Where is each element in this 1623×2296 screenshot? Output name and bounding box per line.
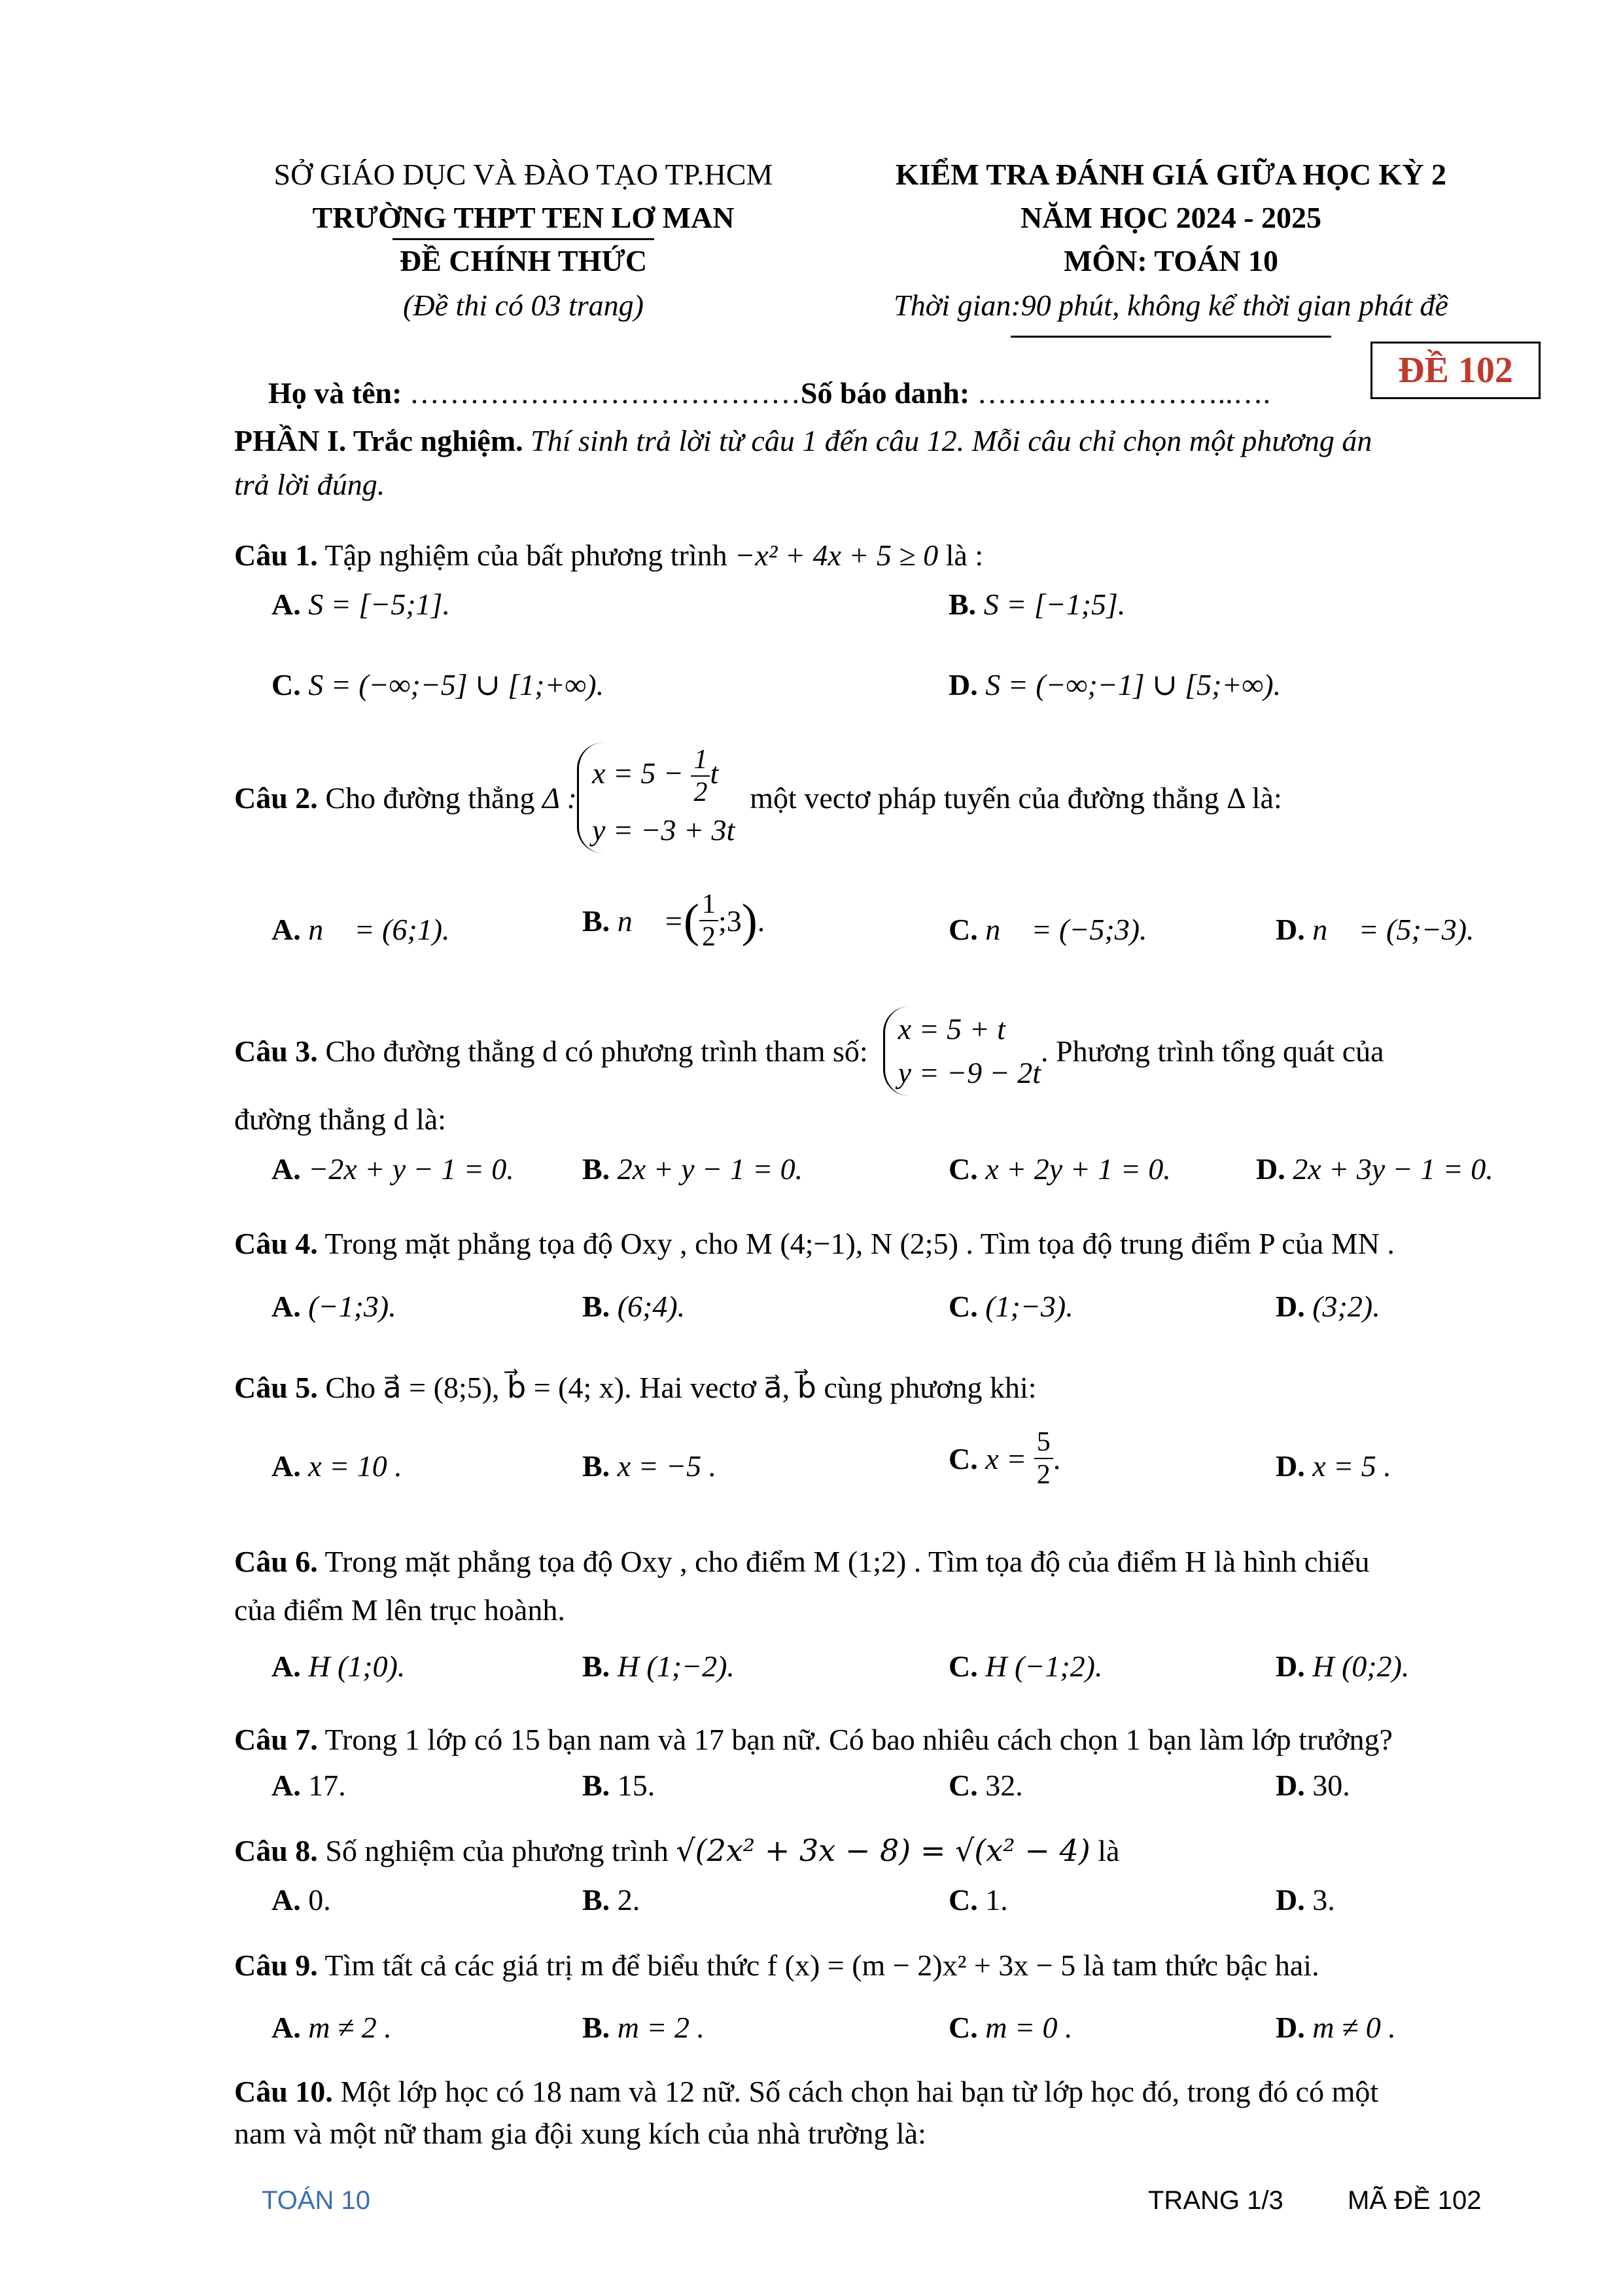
q6-option-d[interactable] [1276, 1648, 1409, 1686]
q2-option-c[interactable] [949, 911, 1147, 949]
q4-option-b[interactable] [582, 1288, 685, 1326]
q5-option-c[interactable] [949, 1426, 1060, 1491]
option-label: C. [949, 1769, 978, 1802]
option-label: C. [949, 1441, 978, 1475]
q3-label: Câu 3. [234, 1034, 318, 1068]
option-value: 15. [617, 1769, 655, 1802]
q3-option-a[interactable] [271, 1150, 514, 1188]
option-label: D. [1276, 2011, 1305, 2044]
q2-delta: Δ : [542, 781, 577, 815]
option-value: 3. [1312, 1883, 1335, 1916]
option-value: 30. [1312, 1769, 1350, 1802]
footer-page: TRANG 1/3 [1148, 2186, 1283, 2215]
option-label: C. [949, 913, 978, 946]
option-value: 2x + y − 1 = 0. [617, 1152, 803, 1186]
q4-option-c[interactable] [949, 1288, 1073, 1326]
q8-option-b[interactable] [582, 1881, 640, 1919]
duration-underline [1011, 336, 1331, 338]
q6-option-b[interactable] [582, 1648, 735, 1686]
school-year: NĂM HỌC 2024 - 2025 [1021, 201, 1321, 234]
option-value-pre: n⃗ = [617, 904, 684, 938]
q1-label: Câu 1. [234, 539, 318, 572]
option-value-end: . [1053, 1441, 1061, 1475]
option-value: 32. [985, 1769, 1023, 1802]
q6-text: Trong mặt phẳng tọa độ Oxy , cho điểm M (1;2) . Tìm tọa độ của điểm H là hình chiếu [324, 1545, 1370, 1578]
q2-fraction-num: 1 [691, 744, 710, 777]
q7-option-d[interactable] [1276, 1767, 1350, 1805]
q5-option-b[interactable] [582, 1447, 716, 1485]
option-value: x = 10 . [308, 1449, 402, 1483]
option-label: A. [271, 1152, 301, 1186]
q2-option-d[interactable] [1276, 911, 1475, 949]
school-name: TRƯỜNG THPT TEN LƠ MAN [312, 201, 735, 234]
q2b-fraction-num: 1 [699, 889, 718, 921]
q2-system [577, 743, 735, 853]
option-value: 0. [308, 1883, 331, 1916]
part1-instruction-cont: trả lời đúng. [234, 468, 385, 501]
option-label: D. [1276, 1449, 1305, 1483]
q5c-fraction-den: 2 [1036, 1460, 1051, 1491]
part1-instruction: Thí sinh trả lời từ câu 1 đến câu 12. Mỗi câu chỉ chọn một phương án [531, 424, 1372, 457]
q3-text: Cho đường thẳng d có phương trình tham số: [325, 1034, 868, 1068]
question-4 [234, 1225, 1516, 1263]
q9-option-d[interactable] [1276, 2009, 1396, 2047]
q6-option-c[interactable] [949, 1648, 1102, 1686]
option-value: x + 2y + 1 = 0. [985, 1152, 1171, 1186]
q3-system [883, 1006, 1041, 1096]
part1-heading [234, 422, 1372, 460]
q9-text: Tìm tất cả các giá trị m để biểu thức f (x) = (m − 2)x² + 3x − 5 là tam thức bậc hai. [324, 1949, 1319, 1982]
q5c-fraction-num: 5 [1034, 1426, 1053, 1459]
q7-label: Câu 7. [234, 1723, 318, 1756]
option-value: (3;2). [1312, 1290, 1380, 1323]
option-value: 2x + 3y − 1 = 0. [1293, 1152, 1493, 1186]
option-label: D. [1276, 1290, 1305, 1323]
q7-option-a[interactable] [271, 1767, 346, 1805]
option-label: A. [271, 588, 301, 621]
option-label: B. [582, 1290, 610, 1323]
name-label: Họ và tên: [268, 376, 402, 410]
name-dots: ………………………………… [409, 376, 801, 410]
option-value: H (−1;2). [985, 1650, 1103, 1683]
sbd-dots: ……………………..…. [977, 376, 1271, 410]
q4-text: Trong mặt phẳng tọa độ Oxy , cho M (4;−1), N (2;5) . Tìm tọa độ trung điểm P của MN . [324, 1227, 1395, 1260]
paren-close: ) [741, 894, 758, 947]
q3-tail: . Phương trình tổng quát của [1041, 1034, 1384, 1068]
q1-tail: là : [945, 539, 984, 572]
exam-code-badge: ĐỀ 102 [1370, 342, 1541, 399]
q2-tail: một vectơ pháp tuyến của đường thẳng Δ là: [750, 781, 1282, 815]
option-label: D. [1276, 913, 1305, 946]
option-value: 1. [985, 1883, 1008, 1916]
q2-fraction-den: 2 [693, 777, 708, 808]
q9-option-a[interactable] [271, 2009, 392, 2047]
option-value: H (1;−2). [617, 1650, 735, 1683]
subject: MÔN: TOÁN 10 [1064, 244, 1278, 277]
q1-expr: −x² + 4x + 5 ≥ 0 [735, 539, 939, 572]
q8-option-c[interactable] [949, 1881, 1008, 1919]
option-label: A. [271, 913, 301, 946]
q3-eq1: x = 5 + t [898, 1012, 1005, 1046]
option-label: A. [271, 1650, 301, 1683]
q1-option-a[interactable] [271, 586, 450, 624]
option-label: D. [949, 668, 978, 701]
q2b-fraction-den: 2 [702, 922, 716, 953]
q3-option-d[interactable] [1256, 1150, 1493, 1188]
q8-label: Câu 8. [234, 1834, 318, 1867]
q2b-fraction [699, 889, 718, 953]
part1-title: PHẦN I. Trắc nghiệm. [234, 424, 523, 457]
option-value: H (0;2). [1312, 1650, 1410, 1683]
option-value: n⃗ = (6;1). [308, 913, 450, 946]
option-label: B. [582, 1152, 610, 1186]
q10-text: Một lớp học có 18 nam và 12 nữ. Số cách chọn hai bạn từ lớp học đó, trong đó có một [340, 2075, 1379, 2108]
option-label: D. [1276, 1650, 1305, 1683]
option-label: A. [271, 1449, 301, 1483]
q7-option-b[interactable] [582, 1767, 655, 1805]
q3-eq2: y = −9 − 2t [898, 1055, 1041, 1089]
option-value: x = 5 . [1312, 1449, 1391, 1483]
option-value: m ≠ 0 . [1312, 2011, 1396, 2044]
q7-text: Trong 1 lớp có 15 bạn nam và 17 bạn nữ. Có bao nhiêu cách chọn 1 bạn làm lớp trưởng? [324, 1723, 1393, 1756]
option-value: (1;−3). [985, 1290, 1073, 1323]
option-label: A. [271, 1883, 301, 1916]
option-value: S = [−5;1]. [308, 588, 450, 621]
q9-label: Câu 9. [234, 1949, 318, 1982]
option-value-post: ;3 [718, 904, 742, 938]
option-label: B. [582, 1769, 610, 1802]
option-label: C. [949, 2011, 978, 2044]
option-value: H (1;0). [308, 1650, 406, 1683]
q5c-fraction [1034, 1426, 1053, 1491]
q9-option-c[interactable] [949, 2009, 1073, 2047]
option-label: D. [1256, 1152, 1285, 1186]
question-9 [234, 1947, 1516, 1985]
option-label: B. [582, 2011, 610, 2044]
question-6 [234, 1543, 1516, 1581]
q4-option-d[interactable] [1276, 1288, 1380, 1326]
option-label: B. [582, 904, 610, 938]
student-info-line [268, 374, 1270, 412]
option-value: x = −5 . [617, 1449, 717, 1483]
option-label: A. [271, 1769, 301, 1802]
option-value: m ≠ 2 . [308, 2011, 392, 2044]
q2-eq1-part: x = 5 − [591, 756, 684, 790]
option-label: A. [271, 2011, 301, 2044]
option-label: B. [582, 1883, 610, 1916]
sbd-label: Số báo danh: [800, 376, 970, 410]
q1-option-c[interactable] [271, 666, 604, 704]
q7-option-c[interactable] [949, 1767, 1023, 1805]
q2-option-b[interactable] [582, 889, 765, 953]
q2-text: Cho đường thẳng [325, 781, 535, 815]
q2-eq1-var: t [710, 756, 719, 790]
q6-label: Câu 6. [234, 1545, 318, 1578]
q6-option-a[interactable] [271, 1648, 405, 1686]
q8-expr: √(2x² + 3x − 8) = √(x² − 4) [676, 1833, 1091, 1868]
option-value: S = (−∞;−1] ∪ [5;+∞). [985, 668, 1282, 701]
q8-option-d[interactable] [1276, 1881, 1335, 1919]
q10-label: Câu 10. [234, 2075, 333, 2108]
q5-text: Cho a⃗ = (8;5), b⃗ = (4; x). Hai vectơ a⃗, b⃗ cùng phương khi: [325, 1371, 1037, 1404]
duration: Thời gian:90 phút, không kể thời gian phát đề [894, 289, 1448, 322]
department-name: SỞ GIÁO DỤC VÀ ĐÀO TẠO TP.HCM [273, 158, 773, 191]
option-value: 2. [617, 1883, 640, 1916]
option-value: (−1;3). [308, 1290, 396, 1323]
question-8 [234, 1832, 1516, 1870]
q3-option-b[interactable] [582, 1150, 803, 1188]
question-1 [234, 537, 1516, 574]
q3-line2: đường thẳng d là: [234, 1103, 446, 1136]
option-label: C. [949, 1290, 978, 1323]
footer-code: MÃ ĐỀ 102 [1348, 2186, 1482, 2215]
option-value: S = [−1;5]. [983, 588, 1126, 621]
paren-open: ( [684, 894, 699, 947]
option-value-pre: x = [985, 1441, 1027, 1475]
q10-line2: nam và một nữ tham gia đội xung kích của nhà trường là: [234, 2117, 926, 2150]
q3-option-c[interactable] [949, 1150, 1171, 1188]
option-label: B. [582, 1650, 610, 1683]
page-count-note: (Đề thi có 03 trang) [403, 289, 644, 322]
option-value: n⃗ = (−5;3). [985, 913, 1147, 946]
option-label: B. [949, 588, 977, 621]
option-label: D. [1276, 1769, 1305, 1802]
option-label: A. [271, 1290, 301, 1323]
official-label: ĐỀ CHÍNH THỨC [399, 244, 648, 277]
option-label: D. [1276, 1883, 1305, 1916]
option-value: m = 0 . [985, 2011, 1073, 2044]
q9-option-b[interactable] [582, 2009, 705, 2047]
question-7 [234, 1721, 1516, 1759]
q5-option-d[interactable] [1276, 1447, 1391, 1485]
option-label: C. [949, 1152, 978, 1186]
footer-subject: TOÁN 10 [262, 2186, 370, 2215]
option-value-end: . [757, 904, 765, 938]
q5-label: Câu 5. [234, 1371, 318, 1404]
option-label: C. [949, 1883, 978, 1916]
q2-fraction [691, 744, 710, 809]
exam-title: KIỂM TRA ĐÁNH GIÁ GIỮA HỌC KỲ 2 [895, 158, 1447, 191]
school-underline [393, 238, 654, 240]
question-2 [234, 743, 1516, 853]
q5-option-a[interactable] [271, 1447, 402, 1485]
question-10 [234, 2073, 1516, 2111]
option-value: 17. [308, 1769, 346, 1802]
option-label: C. [949, 1650, 978, 1683]
q2-eq2: y = −3 + 3t [591, 813, 735, 847]
option-value: n⃗ = (5;−3). [1312, 913, 1475, 946]
option-label: B. [582, 1449, 610, 1483]
option-value: m = 2 . [617, 2011, 705, 2044]
q8-text: Số nghiệm của phương trình [325, 1834, 669, 1867]
option-value: S = (−∞;−5] ∪ [1;+∞). [308, 668, 604, 701]
q8-option-a[interactable] [271, 1881, 331, 1919]
q1-text: Tập nghiệm của bất phương trình [324, 539, 727, 572]
option-value: −2x + y − 1 = 0. [308, 1152, 514, 1186]
q2-label: Câu 2. [234, 781, 318, 815]
q6-line2: của điểm M lên trục hoành. [234, 1593, 565, 1627]
q4-label: Câu 4. [234, 1227, 318, 1260]
q2-option-a[interactable] [271, 911, 450, 949]
option-label: C. [271, 668, 301, 701]
q1-option-b[interactable] [949, 586, 1125, 624]
q1-option-d[interactable] [949, 666, 1281, 704]
question-5 [234, 1369, 1516, 1407]
q4-option-a[interactable] [271, 1288, 396, 1326]
option-value: (6;4). [617, 1290, 686, 1323]
question-3 [234, 1006, 1516, 1096]
q8-tail: là [1098, 1834, 1120, 1867]
